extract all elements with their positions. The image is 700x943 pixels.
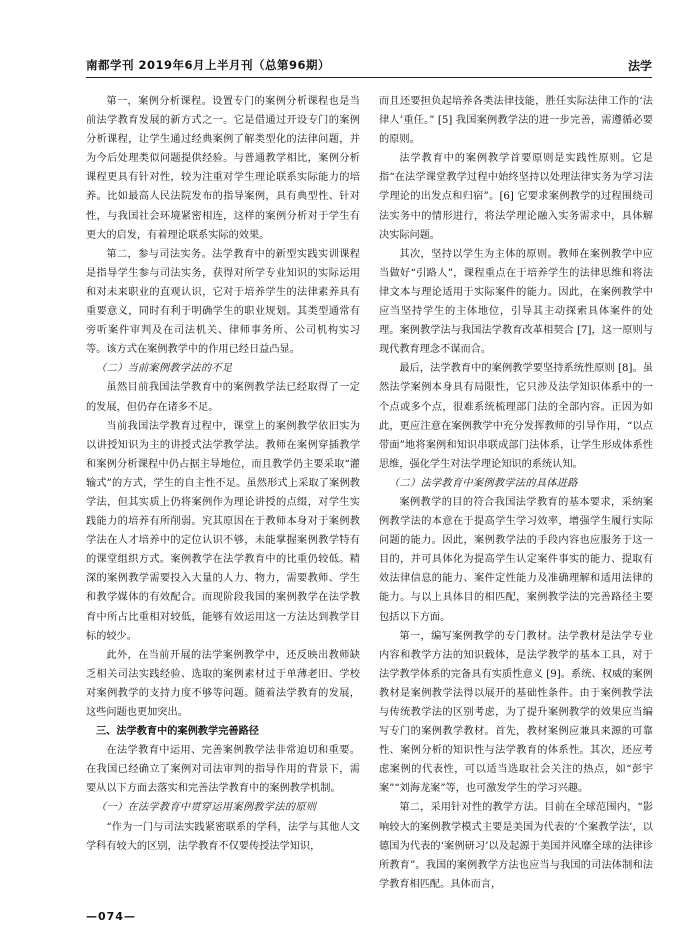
- paragraph: 第一，案例分析课程。设置专门的案例分析课程也是当前法学教育发展的新方式之一。它是借通过开设专门的案例分析课程，让学生通过经典案例了解类型化的法律问题，并为今后处理类似问题提供经验。与普通教学相比，案例分析课程更具有针对性，较为注重对学生理论联系实际能力的培养。比如最高人民法院发布的指导案例，具有典型性、针对性，与我国社会环境紧密相连，这样的案例分析对于学生有更大的启发，有着理论联系实际的效果。: [86, 96, 360, 241]
- page-number: —074—: [86, 910, 136, 923]
- header-rule: [86, 77, 652, 78]
- section-heading: 三、法学教育中的案例教学完善路径: [96, 725, 259, 738]
- paragraph: 虽然目前我国法学教育中的案例教学法已经取得了一定的发展，但仍存在诸多不足。: [86, 382, 360, 413]
- running-header: [86, 57, 652, 75]
- paragraph: 第二，采用针对性的教学方法。目前在全球范围内，“影响较大的案例教学模式主要是美国为代表的‘个案教学法’，以德国为代表的‘案例研习’以及起源于美国并风靡全球的法律诊所教育”。我国的案例教学方法也应当与我国的司法体制和法学教育相匹配。具体而言，: [379, 802, 653, 890]
- section-label: 法学: [627, 59, 652, 73]
- paragraph: “作为一门与司法实践紧密联系的学科，法学与其他人文学科有较大的区别，法学教育不仅要传授法学知识，: [86, 821, 360, 852]
- paragraph: 其次，坚持以学生为主体的原则。教师在案例教学中应当做好“引路人”，课程重点在于培养学生的法律思维和将法律文本与理论适用于实际案件的能力。因此，在案例教学中应当坚持学生的主体地位，引导其主动探索具体案件的处理。案例教学法与我国法学教育改革相契合 [7]，这一原则与现代教育理念不谋而合。: [379, 248, 653, 356]
- right-column: [379, 92, 653, 894]
- left-column: [86, 92, 360, 856]
- paragraph: 当前我国法学教育过程中，课堂上的案例教学依旧实为以讲授知识为主的讲授式法学教学法。教师在案例穿插教学和案例分析课程中仍占据主导地位，而且教学仍主要采取“灌输式”的方式，学生的自主性不足。虽然形式上采取了案例教学法，但其实质上仍将案例作为理论讲授的点缀，对学生实践能力的培养有所削弱。究其原因在于教师本身对于案例教学法在人才培养中的定位认识不够，未能掌握案例教学特有的课堂组织方式。案例教学在法学教育中的比重仍较低。精深的案例教学需要投入大量的人力、物力，需要教师、学生和教学媒体的有效配合。而现阶段我国的案例教学在法学教育中所占比重相对较低，能够有效运用这一方法达到教学目标的较少。: [86, 420, 360, 642]
- subsection-heading: （二）法学教育中案例教学法的具体进路: [389, 477, 578, 489]
- journal-title: 南都学刊 2019年6月上半月刊（总第96期）: [86, 58, 331, 72]
- paragraph: 此外，在当前开展的法学案例教学中，还反映出教师缺乏相关司法实践经验、选取的案例素材过于单薄老旧、学校对案例教学的支持力度不够等问题。随着法学教育的发展，这些问题也更加突出。: [86, 649, 360, 718]
- paragraph: 在法学教育中运用、完善案例教学法非常迫切和重要。在我国已经确立了案例对司法审判的指导作用的背景下，需要从以下方面去落实和完善法学教育中的案例教学机制。: [86, 745, 360, 795]
- paragraph: 最后，法学教育中的案例教学要坚持系统性原则 [8]。虽然法学案例本身具有局限性，它只涉及法学知识体系中的一个点或多个点，很难系统梳理部门法的全部内容。正因为如此，更应注意在案例教学中充分发挥教师的引导作用，“以点带面”地将案例和知识串联成部门法体系，让学生形成体系性思维，强化学生对法学理论知识的系统认知。: [379, 363, 653, 470]
- subsection-heading: （二）当前案例教学法的不足: [96, 363, 233, 375]
- paragraph: 第二，参与司法实务。法学教育中的新型实践实训课程是指导学生参与司法实务，获得对所学专业知识的实际运用和对未来职业的直观认识，它对于培养学生的法律素养具有重要意义，同时有利于明确学生的职业规划。其类型通常有旁听案件审判及在司法机关、律师事务所、公司机构实习等。该方式在案例教学中的作用已经日益凸显。: [86, 248, 360, 356]
- paragraph: 案例教学的目的符合我国法学教育的基本要求，采纳案例教学法的本意在于提高学生学习效率，增强学生履行实际问题的能力。因此，案例教学法的手段内容也应服务于这一目的，并可具体化为提高学生认定案件事实的能力、提取有效法律信息的能力、案件定性能力及准确理解和适用法律的能力。与以上具体目的相匹配，案例教学法的完善路径主要包括以下方面。: [379, 496, 653, 623]
- paragraph-continuation: 而且还要担负起培养各类法律技能，胜任实际法律工作的‘法律人’重任。” [5] 我国案例教学法的进一步完善，需遵循必要的原则。: [379, 96, 653, 146]
- paragraph: 第一，编写案例教学的专门教材。法学教材是法学专业内容和教学方法的知识载体，是法学教学的基本工具，对于法学教学体系的完备具有实质性意义 [9]。系统、权威的案例教材是案例教学法得以展开的基础性条件。由于案例教学法与传统教学法的区别考虑，为了提升案例教学的效果应当编写专门的案例教学教材。首先，教材案例应兼具来源的可靠性、案例分析的知识性与法学教育的体系性。其次，还应考虑案例的代表性，可以适当选取社会关注的热点，如“彭宇案”“刘海龙案”等，也可激发学生的学习兴趣。: [379, 630, 653, 795]
- paragraph: 法学教育中的案例教学首要原则是实践性原则。它是指“在法学课堂教学过程中始终坚持以处理法律实务为学习法学理论的出发点和归宿”。[6] 它要求案例教学的过程围绕司法实务中的情形进行，将法学理论融入实务需求中，具体解决实际问题。: [379, 153, 653, 241]
- subsection-heading: （一）在法学教育中贯穿运用案例教学法的原则: [96, 802, 317, 814]
